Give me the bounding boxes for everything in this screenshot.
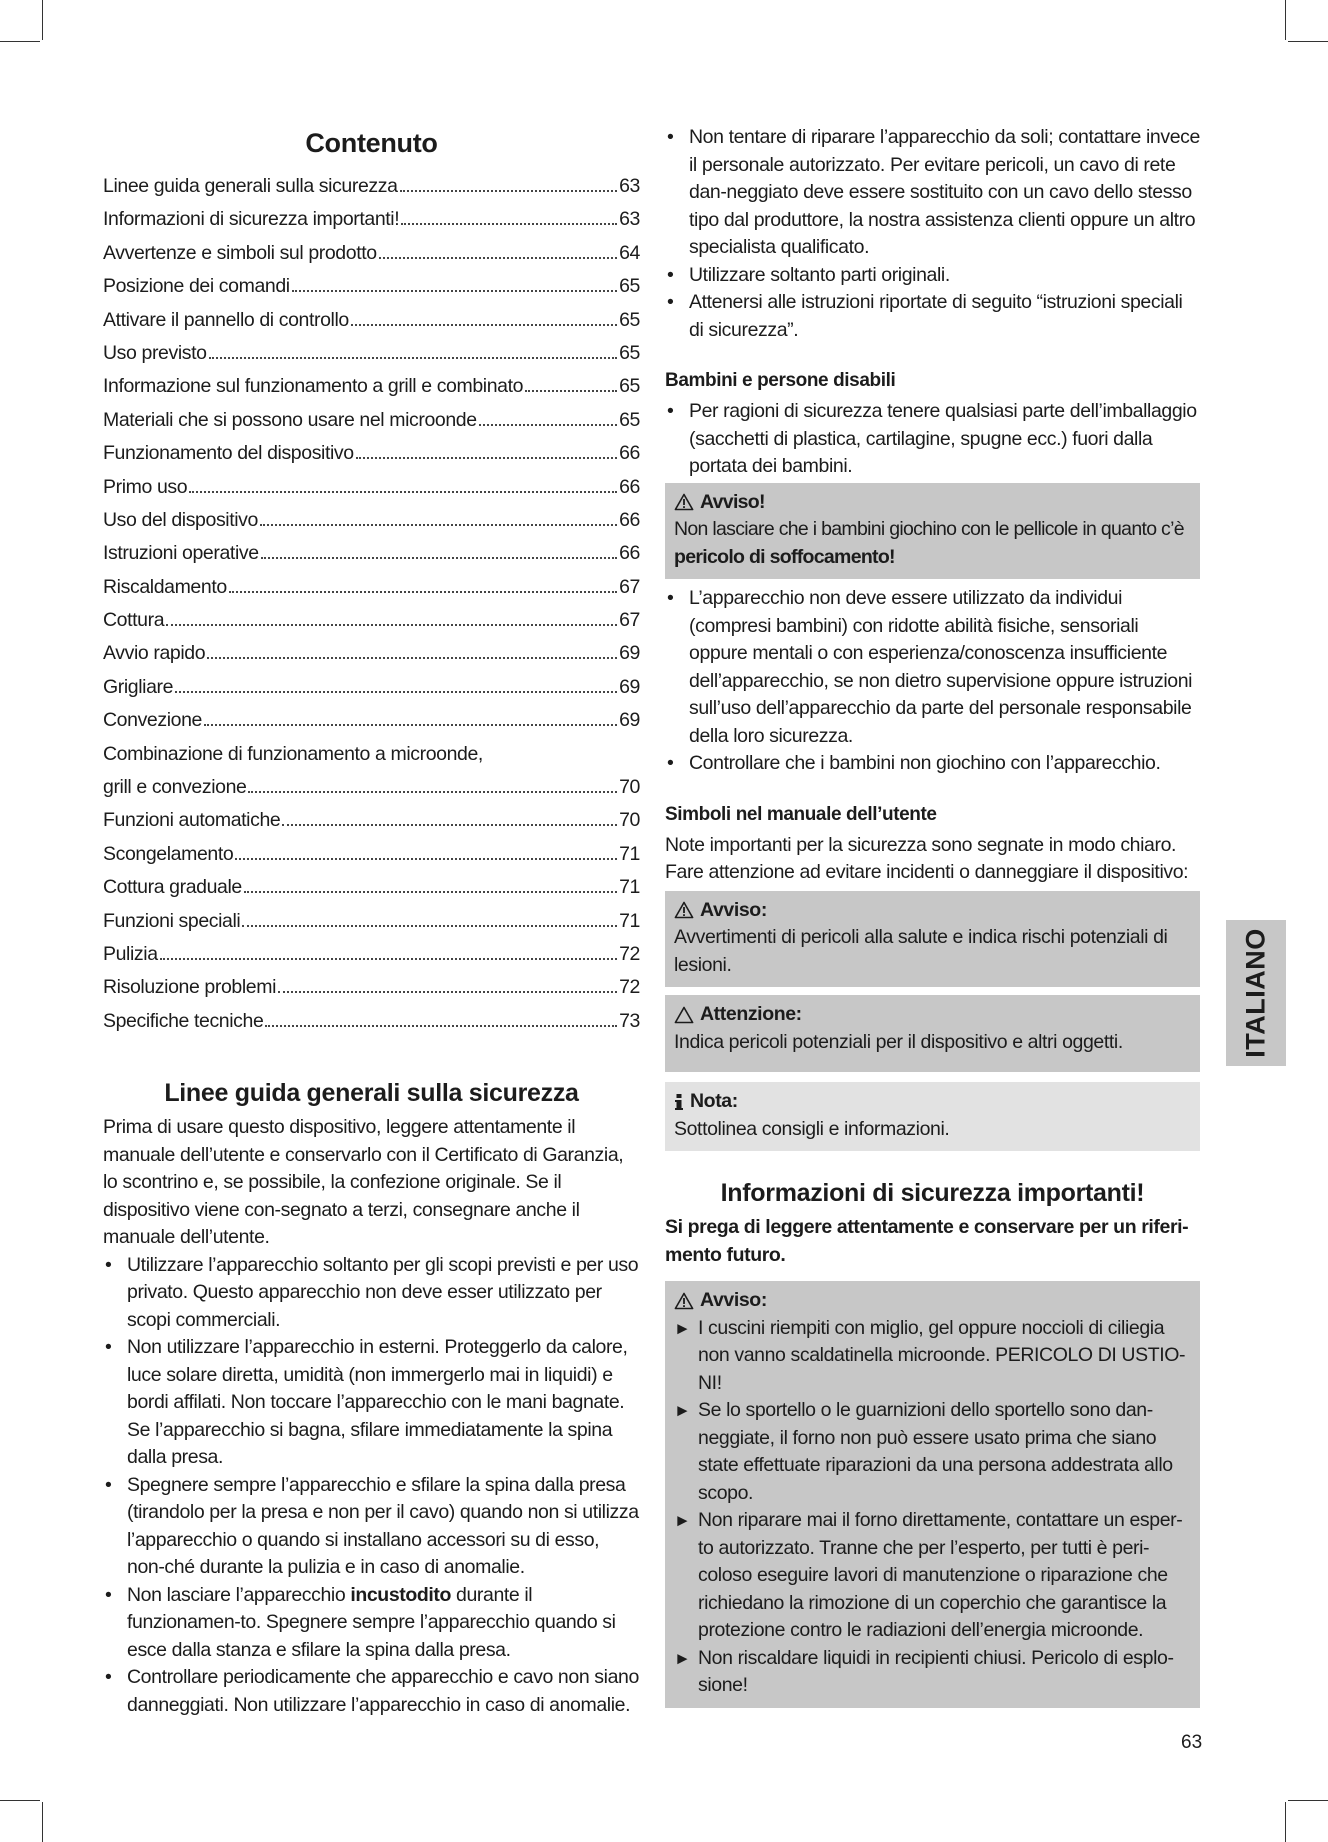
toc-entry-page: 69: [619, 709, 640, 732]
toc-leader-dots: [479, 424, 617, 426]
warning-triangle-icon: [674, 901, 694, 919]
toc-entry[interactable]: [103, 910, 640, 943]
box-title: Avviso:: [700, 1289, 767, 1311]
toc-entry[interactable]: [103, 542, 640, 575]
toc-entry-label: Pulizia: [103, 942, 158, 965]
warning-triangle-icon: [674, 493, 694, 511]
toc-entry-label: Uso del dispositivo: [103, 508, 258, 531]
toc-leader-dots: [282, 824, 617, 826]
toc-entry-page: 71: [619, 842, 640, 865]
toc-entry[interactable]: [103, 342, 640, 375]
toc-entry[interactable]: [103, 375, 640, 408]
toc-entry-page: 70: [619, 809, 640, 832]
toc-leader-dots: [261, 557, 617, 559]
left-column: [103, 128, 640, 1719]
toc-entry-page: 64: [619, 241, 640, 264]
toc-entry-label: Linee guida generali sulla sicurezza: [103, 175, 398, 197]
toc-entry-label: Risoluzione problemi: [103, 976, 277, 999]
unattended-pre: Non lasciare l’apparecchio: [127, 1583, 351, 1606]
toc-leader-dots: [235, 858, 617, 860]
toc-leader-dots: [242, 925, 617, 927]
list-item: • Utilizzare soltanto parti originali.: [665, 262, 1200, 290]
toc-leader-dots: [525, 390, 617, 392]
list-item: • Per ragioni di sicurezza tenere qualsiasi parte dell’imballaggio (sacchetti di plastica, cartilagine, spugne ecc.) fuori dalla portata dei bambini.: [665, 398, 1200, 481]
list-item: • Utilizzare l’apparecchio soltanto per gli scopi previsti e per uso privato. Questo apparecchio non deve esser utilizzato per scopi commerciali.: [103, 1252, 640, 1335]
toc-entry[interactable]: [103, 175, 640, 208]
crop-mark: [1288, 41, 1328, 42]
box-title: Attenzione:: [700, 1003, 802, 1025]
toc-entry-combo[interactable]: Combinazione di funzionamento a microonde,: [103, 742, 483, 765]
toc-entry-label: Specifiche tecniche: [103, 1009, 264, 1032]
toc-entry[interactable]: [103, 709, 640, 742]
warning-box-children: [665, 483, 1200, 580]
toc-entry-page: 67: [619, 609, 640, 632]
toc-entry-page: 71: [619, 909, 640, 932]
toc-entry[interactable]: [103, 609, 640, 642]
toc-entry-label: Primo uso: [103, 475, 188, 498]
symbol-box-avviso: [665, 891, 1200, 988]
toc-entry-page: 66: [619, 542, 640, 565]
toc-leader-dots: [260, 524, 617, 526]
toc-entry-label: Riscaldamento: [103, 575, 227, 598]
toc-leader-dots: [278, 991, 617, 993]
box-title: Avviso:: [700, 898, 767, 921]
toc-entry-page: 65: [619, 308, 640, 331]
language-tab: [1226, 920, 1286, 1066]
box-title: Nota:: [690, 1090, 738, 1112]
toc-entry[interactable]: [103, 642, 640, 675]
toc-entry[interactable]: [103, 843, 640, 876]
toc-entry[interactable]: [103, 476, 640, 509]
section-title-general-safety: Linee guida generali sulla sicurezza: [164, 1079, 579, 1108]
crop-mark: [0, 1800, 40, 1801]
box-text: Indica pericoli potenziali per il dispositivo e altri oggetti.: [674, 1030, 1123, 1053]
toc-entry-page: 67: [619, 575, 640, 598]
final-warning-list: [674, 1315, 1191, 1700]
top-bullets: [665, 124, 1200, 344]
toc-entry-page: 66: [619, 442, 640, 465]
toc-entry[interactable]: [103, 309, 640, 342]
toc-entry-label: Cottura: [103, 609, 165, 632]
warning-box-final: [665, 1281, 1200, 1708]
symbols-intro: Note importanti per la sicurezza sono segnate in modo chiaro. Fare attenzione ad evitare incidenti o danneggiare il dispositivo:: [665, 833, 1189, 883]
toc-entry-page: 66: [619, 508, 640, 531]
section-title-important: Informazioni di sicurezza importanti!: [720, 1179, 1145, 1207]
children-title: Bambini e persone disabili: [665, 370, 896, 391]
warning-text: Non lasciare che i bambini giochino con le pellicole in quanto c’è: [674, 518, 1184, 540]
toc-entry-label: Grigliare: [103, 675, 174, 698]
toc-entry-label: grill e convezione: [103, 776, 247, 799]
toc-entry-label: Scongelamento: [103, 842, 234, 865]
toc-entry-page: 65: [619, 341, 640, 364]
toc-leader-dots: [265, 1025, 617, 1027]
toc-entry-page: 66: [619, 475, 640, 498]
toc-entry-page: 65: [619, 375, 640, 398]
toc-entry-label: Posizione dei comandi: [103, 275, 290, 298]
toc-leader-dots: [229, 591, 617, 593]
toc-leader-dots: [207, 657, 617, 659]
table-of-contents-cont: [103, 776, 640, 1043]
toc-entry-label: Uso previsto: [103, 341, 207, 364]
toc-entry-label: Avvertenze e simboli sul prodotto: [103, 241, 377, 264]
children-bullets-2: [665, 585, 1200, 778]
list-item: [103, 1582, 640, 1665]
list-item: ► Non riscaldare liquidi in recipienti chiusi. Pericolo di esplo-sione!: [674, 1645, 1191, 1700]
toc-entry-label: Istruzioni operative: [103, 542, 259, 565]
toc-leader-dots: [189, 491, 617, 493]
toc-entry-label: Funzioni automatiche: [103, 809, 281, 832]
box-text: Sottolinea consigli e informazioni.: [674, 1117, 950, 1140]
toc-entry[interactable]: [103, 576, 640, 609]
toc-leader-dots: [379, 257, 617, 259]
warning-title: Avviso!: [674, 489, 1191, 517]
toc-leader-dots: [204, 724, 617, 726]
general-bullets: [103, 1252, 640, 1720]
children-bullets: [665, 398, 1200, 481]
toc-leader-dots: [166, 624, 617, 626]
toc-leader-dots: [160, 958, 617, 960]
warning-text-bold: pericolo di soffocamento!: [674, 545, 895, 568]
toc-entry[interactable]: [103, 976, 640, 1009]
toc-entry-label: Funzioni speciali: [103, 909, 241, 932]
crop-mark: [42, 0, 43, 40]
toc-entry-label: Attivare il pannello di controllo: [103, 308, 349, 331]
toc-entry-page: 72: [619, 976, 640, 999]
symbol-box-nota: [665, 1082, 1200, 1151]
unattended-bold: incustodito: [350, 1583, 451, 1606]
toc-entry[interactable]: [103, 409, 640, 442]
toc-leader-dots: [401, 223, 617, 225]
unattended-post: durante il funzionamen-to. Spegnere sempre l’apparecchio quando si esce dalla stanza e sfilare la spina dalla presa.: [127, 1583, 616, 1661]
toc-entry-label: Informazioni di sicurezza importanti!: [103, 208, 400, 231]
toc-entry[interactable]: [103, 676, 640, 709]
caution-triangle-icon: [674, 1006, 694, 1024]
toc-entry[interactable]: [103, 943, 640, 976]
list-item: • L’apparecchio non deve essere utilizzato da individui (compresi bambini) con ridotte abilità fisiche, sensoriali oppure mentali o con esperienza/conoscenza insufficiente dell’apparecchio, se non dietro supervisione oppure istruzioni sull’uso dell’apparecchio da parte del personale responsabile della loro sicurezza.: [665, 585, 1200, 750]
toc-entry-page: 72: [619, 942, 640, 965]
list-item: • Non tentare di riparare l’apparecchio da soli; contattare invece il personale autorizzato. Per evitare pericoli, un cavo di rete dan-neggiato deve essere sostituito con un cavo dello stesso tipo dal produttore, la nostra assistenza clienti oppure un altro specialista qualificato.: [665, 124, 1200, 262]
toc-entry[interactable]: [103, 242, 640, 275]
list-item: • Controllare che i bambini non giochino con l’apparecchio.: [665, 750, 1200, 778]
crop-mark: [1285, 0, 1286, 40]
toc-entry-label: Informazione sul funzionamento a grill e combinato: [103, 375, 524, 398]
right-column: [665, 124, 1200, 1708]
toc-entry-page: 63: [619, 208, 640, 231]
warning-triangle-icon: [674, 1292, 694, 1310]
toc-entry-page: 65: [619, 408, 640, 431]
toc-entry[interactable]: [103, 809, 640, 842]
symbol-box-attenzione: [665, 995, 1200, 1072]
symbols-title: Simboli nel manuale dell’utente: [665, 803, 937, 825]
toc-entry-label: Funzionamento del dispositivo: [103, 442, 354, 465]
language-tab-label: ITALIANO: [1240, 928, 1271, 1058]
toc-entry-label: Cottura graduale: [103, 876, 242, 899]
crop-mark: [0, 41, 40, 42]
toc-entry[interactable]: [103, 776, 640, 809]
toc-entry-label: Materiali che si possono usare nel microonde: [103, 408, 477, 431]
info-icon: [674, 1093, 684, 1111]
toc-leader-dots: [400, 190, 618, 192]
toc-leader-dots: [175, 691, 617, 693]
toc-leader-dots: [248, 791, 617, 793]
toc-entry[interactable]: [103, 1010, 640, 1043]
toc-entry-page: 65: [619, 275, 640, 298]
toc-entry[interactable]: [103, 208, 640, 241]
important-intro: Si prega di leggere attentamente e conservare per un riferi-mento futuro.: [665, 1216, 1189, 1266]
toc-entry-page: 63: [619, 175, 640, 197]
toc-entry-page: 73: [619, 1009, 640, 1032]
toc-entry[interactable]: [103, 275, 640, 308]
list-item: • Controllare periodicamente che apparecchio e cavo non siano danneggiati. Non utilizzare l’apparecchio in caso di anomalie.: [103, 1664, 640, 1719]
toc-entry[interactable]: [103, 509, 640, 542]
list-item: • Attenersi alle istruzioni riportate di seguito “istruzioni speciali di sicurezza”.: [665, 289, 1200, 344]
list-item: ► I cuscini riempiti con miglio, gel oppure noccioli di ciliegia non vanno scaldatinella microonde. PERICOLO DI USTIO-NI!: [674, 1315, 1191, 1398]
toc-entry-page: 69: [619, 642, 640, 665]
list-item: • Non utilizzare l’apparecchio in esterni. Proteggerlo da calore, luce solare diretta, umidità (non immergerlo mai in liquidi) e bordi affilati. Non toccare l’apparecchio con le mani bagnate. Se l’apparecchio si bagna, sfilare immediatamente la spina dalla presa.: [103, 1334, 640, 1472]
toc-entry[interactable]: [103, 876, 640, 909]
toc-leader-dots: [244, 891, 617, 893]
toc-entry-page: 71: [619, 876, 640, 899]
toc-entry-label: Avvio rapido: [103, 642, 206, 665]
toc-leader-dots: [209, 357, 618, 359]
list-item: ► Se lo sportello o le guarnizioni dello sportello sono dan-neggiate, il forno non può essere usato prima che siano state effettuate riparazioni da una persona addestrata allo scopo.: [674, 1397, 1191, 1507]
toc-entry-page: 70: [619, 776, 640, 799]
toc-entry[interactable]: [103, 442, 640, 475]
toc-leader-dots: [351, 324, 617, 326]
crop-mark: [42, 1802, 43, 1842]
list-item: • Spegnere sempre l’apparecchio e sfilare la spina dalla presa (tirandolo per la presa e non per il cavo) quando non si utilizza l’apparecchio o quando si installano accessori su di esso, non-ché durante la pulizia e in caso di anomalie.: [103, 1472, 640, 1582]
list-item: ► Non riparare mai il forno direttamente, contattare un esper-to autorizzato. Tranne che per l’esperto, per tutti è peri-coloso eseguire lavori di manutenzione o riparazione che richiedano la rimozione di un coperchio che garantisce la protezione contro le radiazioni dell’energia microonde.: [674, 1507, 1191, 1645]
toc-entry-label: Convezione: [103, 709, 202, 732]
crop-mark: [1285, 1802, 1286, 1842]
crop-mark: [1288, 1800, 1328, 1801]
general-intro: Prima di usare questo dispositivo, leggere attentamente il manuale dell’utente e conservarlo con il Certificato di Garanzia, lo scontrino e, se possibile, la confezione originale. Se il dispositivo viene con-segnato a terzi, consegnare anche il manuale dell’utente.: [103, 1116, 624, 1249]
table-of-contents: [103, 175, 640, 743]
box-text: Avvertimenti di pericoli alla salute e indica rischi potenziali di lesioni.: [674, 926, 1168, 976]
toc-leader-dots: [356, 457, 617, 459]
toc-title: Contenuto: [305, 128, 438, 158]
page-number: 63: [1181, 1732, 1203, 1753]
toc-entry-page: 69: [619, 675, 640, 698]
toc-leader-dots: [292, 290, 617, 292]
